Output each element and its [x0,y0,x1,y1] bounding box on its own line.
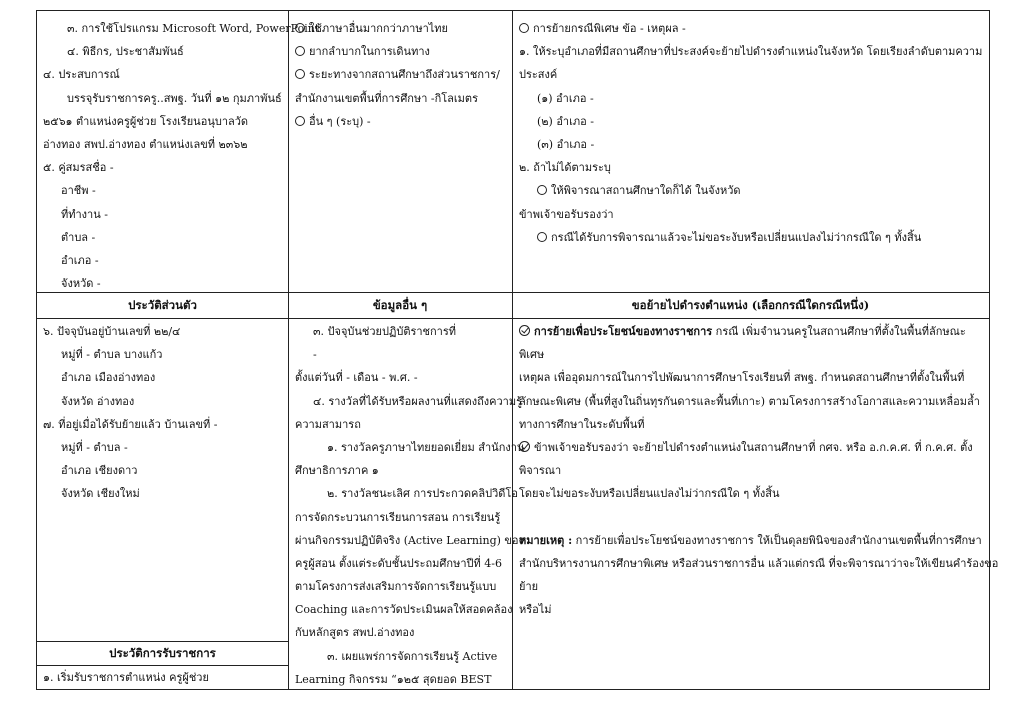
certify-text: ข้าพเจ้าขอรับรองว่า จะย้ายไปดำรงตำแหน่งในสถานศึกษาที่ กศจ. หรือ อ.ก.ค.ศ. ที่ ก.ค.ศ. ตั้ง [534,440,973,454]
radio-empty-icon[interactable] [537,185,547,195]
text-line: ตั้งแต่วันที่ - เดือน - พ.ศ. - [295,371,418,385]
text-line: ๓. ปัจจุบันช่วยปฏิบัติราชการที่ [313,325,457,338]
text-line: โดยจะไม่ขอระงับหรือเปลี่ยนแปลงไม่ว่ากรณีใด ๆ ทั้งสิ้น [519,487,780,501]
option-label: การย้ายกรณีพิเศษ ข้อ - เหตุผล - [533,22,686,35]
option-label: กรณีได้รับการพิจารณาแล้วจะไม่ขอระงับหรือเปลี่ยนแปลงไม่ว่ากรณีใด ๆ ทั้งสิ้น [551,230,922,244]
radio-checked-icon[interactable] [519,325,530,336]
text-line: Coaching และการวัดประเมินผลให้สอดคล้อง [295,603,513,617]
header-transfer-request: ขอย้ายไปดำรงตำแหน่ง (เลือกกรณีใดกรณีหนึ่ง) [631,298,870,312]
text-line: (๒) อำเภอ - [537,114,594,128]
text-line: ๔. รางวัลที่ได้รับหรือผลงานที่แสดงถึงความรู้ [313,394,522,408]
option-line [519,17,985,40]
text-line: ทางการศึกษาในระดับพื้นที่ [519,417,645,431]
text-line: Learning กิจกรรม “๑๒๕ สุดยอด BEST [295,672,492,686]
text-line: ๓. การใช้โปรแกรม Microsoft Word, PowerPoint [67,22,320,35]
text-line: เหตุผล เพื่ออุดมการณ์ในการไปพัฒนาการศึกษาโรงเรียนที่ สพฐ. กำหนดสถานศึกษาที่ตั้งในพื้นที่ [519,371,965,385]
option-title: การย้ายเพื่อประโยชน์ของทางราชการ [534,325,713,338]
text-line: จังหวัด อ่างทอง [61,394,135,408]
text-line: พิจารณา [519,464,562,478]
text-line: - [313,348,317,362]
text-line: (๓) อำเภอ - [537,137,595,151]
col1-mid-cell [43,320,283,506]
col3-mid-cell [519,320,999,621]
option-line [519,320,985,343]
option-label: ให้พิจารณาสถานศึกษาใดก็ได้ ในจังหวัด [551,184,741,198]
text-line: ย้าย [519,580,539,594]
radio-checked-icon[interactable] [519,441,530,452]
form-table [36,10,999,690]
text-line: ๑. เริ่มรับราชการตำแหน่ง ครูผู้ช่วย [43,671,209,684]
text-line: อำเภอ เมืองอ่างทอง [61,371,156,385]
text-line: ลักษณะพิเศษ (พื้นที่สูงในถิ่นทุรกันดารและพื้นที่เกาะ) ตามโครงการสร้างโอกาสและความเหลื่อมล้ำ [519,394,980,408]
option-label: ระยะทางจากสถานศึกษาถึงส่วนราชการ/ [309,68,500,82]
header-service-history: ประวัติการรับราชการ [109,646,216,660]
radio-empty-icon[interactable] [295,23,305,33]
option-line [295,63,509,86]
text-line: หรือไม่ [519,603,552,617]
row-divider [37,318,989,319]
text-line: ความสามารถ [295,417,361,431]
text-line: ตำบล - [61,230,96,244]
text-line: อำเภอ เชียงดาว [61,464,138,478]
note-line [519,529,985,552]
option-label: อื่น ๆ (ระบุ) - [309,114,371,128]
text-line: ๑. รางวัลครูภาษาไทยยอดเยี่ยม สำนักงาน [327,440,525,454]
radio-empty-icon[interactable] [295,69,305,79]
text-line: หมู่ที่ - ตำบล บางแก้ว [61,348,163,362]
text-line: ๖. ปัจจุบันอยู่บ้านเลขที่ ๒๒/๔ [43,325,181,338]
text-line: ข้าพเจ้าขอรับรองว่า [519,207,614,221]
radio-empty-icon[interactable] [519,23,529,33]
text-line: จังหวัด เชียงใหม่ [61,487,140,501]
text-line: ๑. ให้ระบุอำเภอที่มีสถานศึกษาที่ประสงค์จะย้ายไปดำรงตำแหน่งในจังหวัด โดยเรียงลำดับตามความ [519,45,983,59]
text-line: ๕. คู่สมรสชื่อ - [43,161,114,175]
text-line: ๒. ถ้าไม่ได้ตามระบุ [519,161,611,175]
header-other-info: ข้อมูลอื่น ๆ [372,298,428,312]
text-line: ประสงค์ [519,68,558,82]
text-line: สำนักงานเขตพื้นที่การศึกษา -กิโลเมตร [295,91,478,105]
blank-line [519,506,985,529]
text-line: หมู่ที่ - ตำบล - [61,440,128,454]
text-line: สำนักบริหารงานการศึกษาพิเศษ หรือส่วนราชการอื่น แล้วแต่กรณี ที่จะพิจารณาว่าจะให้เขียนคำร้องขอ [519,556,999,570]
radio-empty-icon[interactable] [295,116,305,126]
text-line: พิเศษ [519,348,545,362]
text-line: การจัดกระบวนการเรียนการสอน การเรียนรู้ [295,510,501,524]
text-line: ๗. ที่อยู่เมื่อได้รับย้ายแล้ว บ้านเลขที่ - [43,417,218,431]
column-divider [512,11,513,689]
text-line: กับหลักสูตร สพป.อ่างทอง [295,626,415,640]
radio-empty-icon[interactable] [537,232,547,242]
text-line: อำเภอ - [61,253,99,267]
text-line: (๑) อำเภอ - [537,91,594,105]
option-line [519,179,985,202]
option-line [519,226,985,249]
header-personal-history: ประวัติส่วนตัว [128,298,197,312]
text-line: ๔. พิธีกร, ประชาสัมพันธ์ [67,45,184,59]
text-line: ๒๕๖๑ ตำแหน่งครูผู้ช่วย โรงเรียนอนุบาลวัด [43,114,249,128]
option-line [295,40,509,63]
text-line: ๒. รางวัลชนะเลิศ การประกวดคลิปวิดีโอ [327,487,518,501]
option-line [519,436,985,459]
option-line [295,110,509,133]
option-line [295,17,509,40]
text-line: ๓. เผยแพร่การจัดการเรียนรู้ Active [327,649,498,663]
option-label: ยากลำบากในการเดินทาง [309,45,430,59]
text-line: ผ่านกิจกรรมปฏิบัติจริง (Active Learning) ของ [295,533,524,547]
col3-top-cell [519,17,985,249]
option-description: กรณี เพิ่มจำนวนครูในสถานศึกษาที่ตั้งในพื้นที่ลักษณะ [712,325,966,338]
text-line: บรรจุรับราชการครู..สพฐ. วันที่ ๑๒ กุมภาพันธ์ [67,91,282,105]
note-text: การย้ายเพื่อประโยชน์ของทางราชการ ให้เป็นดุลยพินิจของสำนักงานเขตพื้นที่การศึกษา [572,533,982,547]
note-label: หมายเหตุ : [519,533,573,547]
radio-empty-icon[interactable] [295,46,305,56]
text-line: ครูผู้สอน ตั้งแต่ระดับชั้นประถมศึกษาปีที่ 4-6 [295,556,502,570]
col1-service-cell [43,666,283,689]
text-line: อาชีพ - [61,184,96,198]
col2-mid-cell [295,320,525,691]
text-line: อ่างทอง สพป.อ่างทอง ตำแหน่งเลขที่ ๒๓๖๒ [43,137,248,151]
text-line: ตามโครงการส่งเสริมการจัดการเรียนรู้แบบ [295,580,497,594]
text-line: จังหวัด - [61,277,101,291]
text-line: ๔. ประสบการณ์ [43,68,120,82]
col1-top-cell [43,17,320,295]
text-line: ศึกษาธิการภาค ๑ [295,464,379,478]
text-line: ที่ทำงาน - [61,207,108,221]
option-label: ใช้ภาษาอื่นมากกว่าภาษาไทย [309,22,449,35]
column-divider [288,11,289,689]
col2-top-cell [295,17,509,133]
